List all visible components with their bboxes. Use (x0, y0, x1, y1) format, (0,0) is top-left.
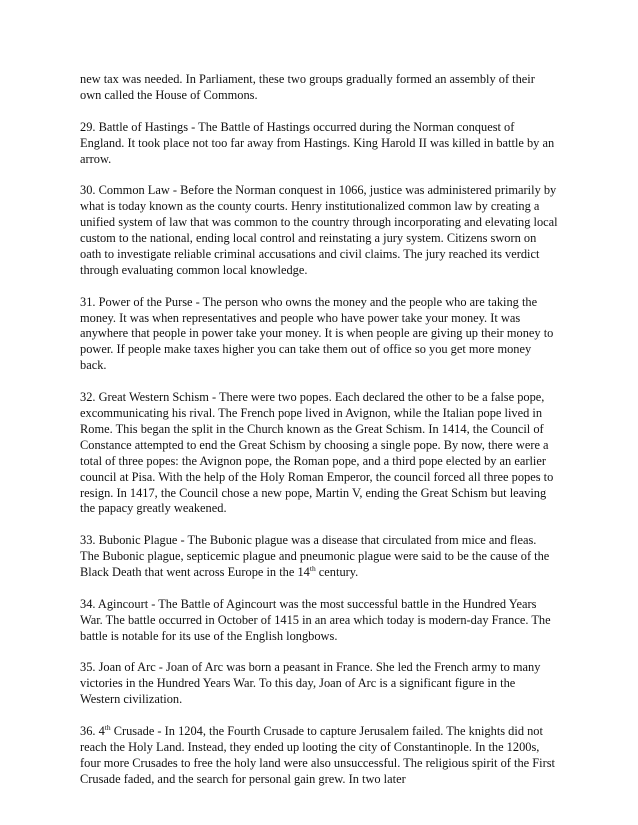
paragraph-text: 33. Bubonic Plague - The Bubonic plague was a disease that circulated from mice and fleas. The Bubonic plague, septicemic plague and pneumonic plague were said to be the cause of the Black Death that went across Europe in the 14 (80, 533, 550, 580)
paragraph-text: Crusade - In 1204, the Fourth Crusade to capture Jerusalem failed. The knights did not reach the Holy Land. Instead, they ended up looting the city of Constantinople. In the 1200s, four more Crusades to free the holy land were also unsuccessful. The religious spirit of the First Crusade faded, and the search for personal gain grew. In two later (80, 724, 555, 786)
paragraph-text: 36. 4 (80, 724, 105, 739)
paragraph-text: 30. Common Law - Before the Norman conquest in 1066, justice was administered primarily by what is today known as the county courts. Henry institutionalized common law by creating a unified system of law that was common to the country through incorporating and elevating local custom to the national, ending local control and reinstating a jury system. Citizens sworn on oath to investigate reliable criminal accusations and civil claims. The jury reached its verdict through evaluating common local knowledge. (80, 183, 558, 277)
document-page (80, 72, 558, 804)
paragraph-text: 29. Battle of Hastings - The Battle of Hastings occurred during the Norman conquest of England. It took place not too far away from Hastings. King Harold II was killed in battle by an arrow. (80, 119, 555, 166)
paragraph-agincourt (80, 597, 558, 645)
paragraph-common-law (80, 183, 558, 278)
paragraph-text: century. (315, 565, 359, 580)
paragraph-battle-of-hastings (80, 120, 558, 168)
paragraph-fourth-crusade (80, 724, 558, 788)
paragraph-text: new tax was needed. In Parliament, these two groups gradually formed an assembly of their own called the House of Commons. (80, 72, 535, 102)
paragraph-great-western-schism (80, 390, 558, 517)
paragraph-text: 35. Joan of Arc - Joan of Arc was born a peasant in France. She led the French army to many victories in the Hundred Years War. To this day, Joan of Arc is a significant figure in the Western civilization. (80, 660, 541, 707)
paragraph-joan-of-arc (80, 660, 558, 708)
paragraph-text: 31. Power of the Purse - The person who owns the money and the people who are taking the money. It was when representatives and people who have power take your money. It was anywhere that people in power take your money. It is when people are giving up their money to power. If people make taxes higher you can take them out of office so you get more money back. (80, 294, 554, 373)
paragraph-text: 34. Agincourt - The Battle of Agincourt was the most successful battle in the Hundred Years War. The battle occurred in October of 1415 in an area which today is modern-day France. The battle is notable for its use of the English longbows. (80, 596, 551, 643)
paragraph-text: 32. Great Western Schism - There were two popes. Each declared the other to be a false pope, excommunicating his rival. The French pope lived in Avignon, while the Italian pope lived in Rome. This began the split in the Church known as the Great Schism. In 1414, the Council of Constance attempted to end the Great Schism by choosing a single pope. By now, there were a total of three popes: the Avignon pope, the Roman pope, and a third pope elected by an earlier council at Pisa. With the help of the Holy Roman Emperor, the council forced all three popes to resign. In 1417, the Council chose a new pope, Martin V, ending the Great Schism but leaving the papacy greatly weakened. (80, 390, 554, 516)
superscript-ordinal: th (104, 722, 111, 732)
paragraph-power-of-the-purse (80, 295, 558, 375)
paragraph-house-of-commons (80, 72, 558, 104)
paragraph-bubonic-plague (80, 533, 558, 581)
superscript-ordinal: th (309, 563, 316, 573)
